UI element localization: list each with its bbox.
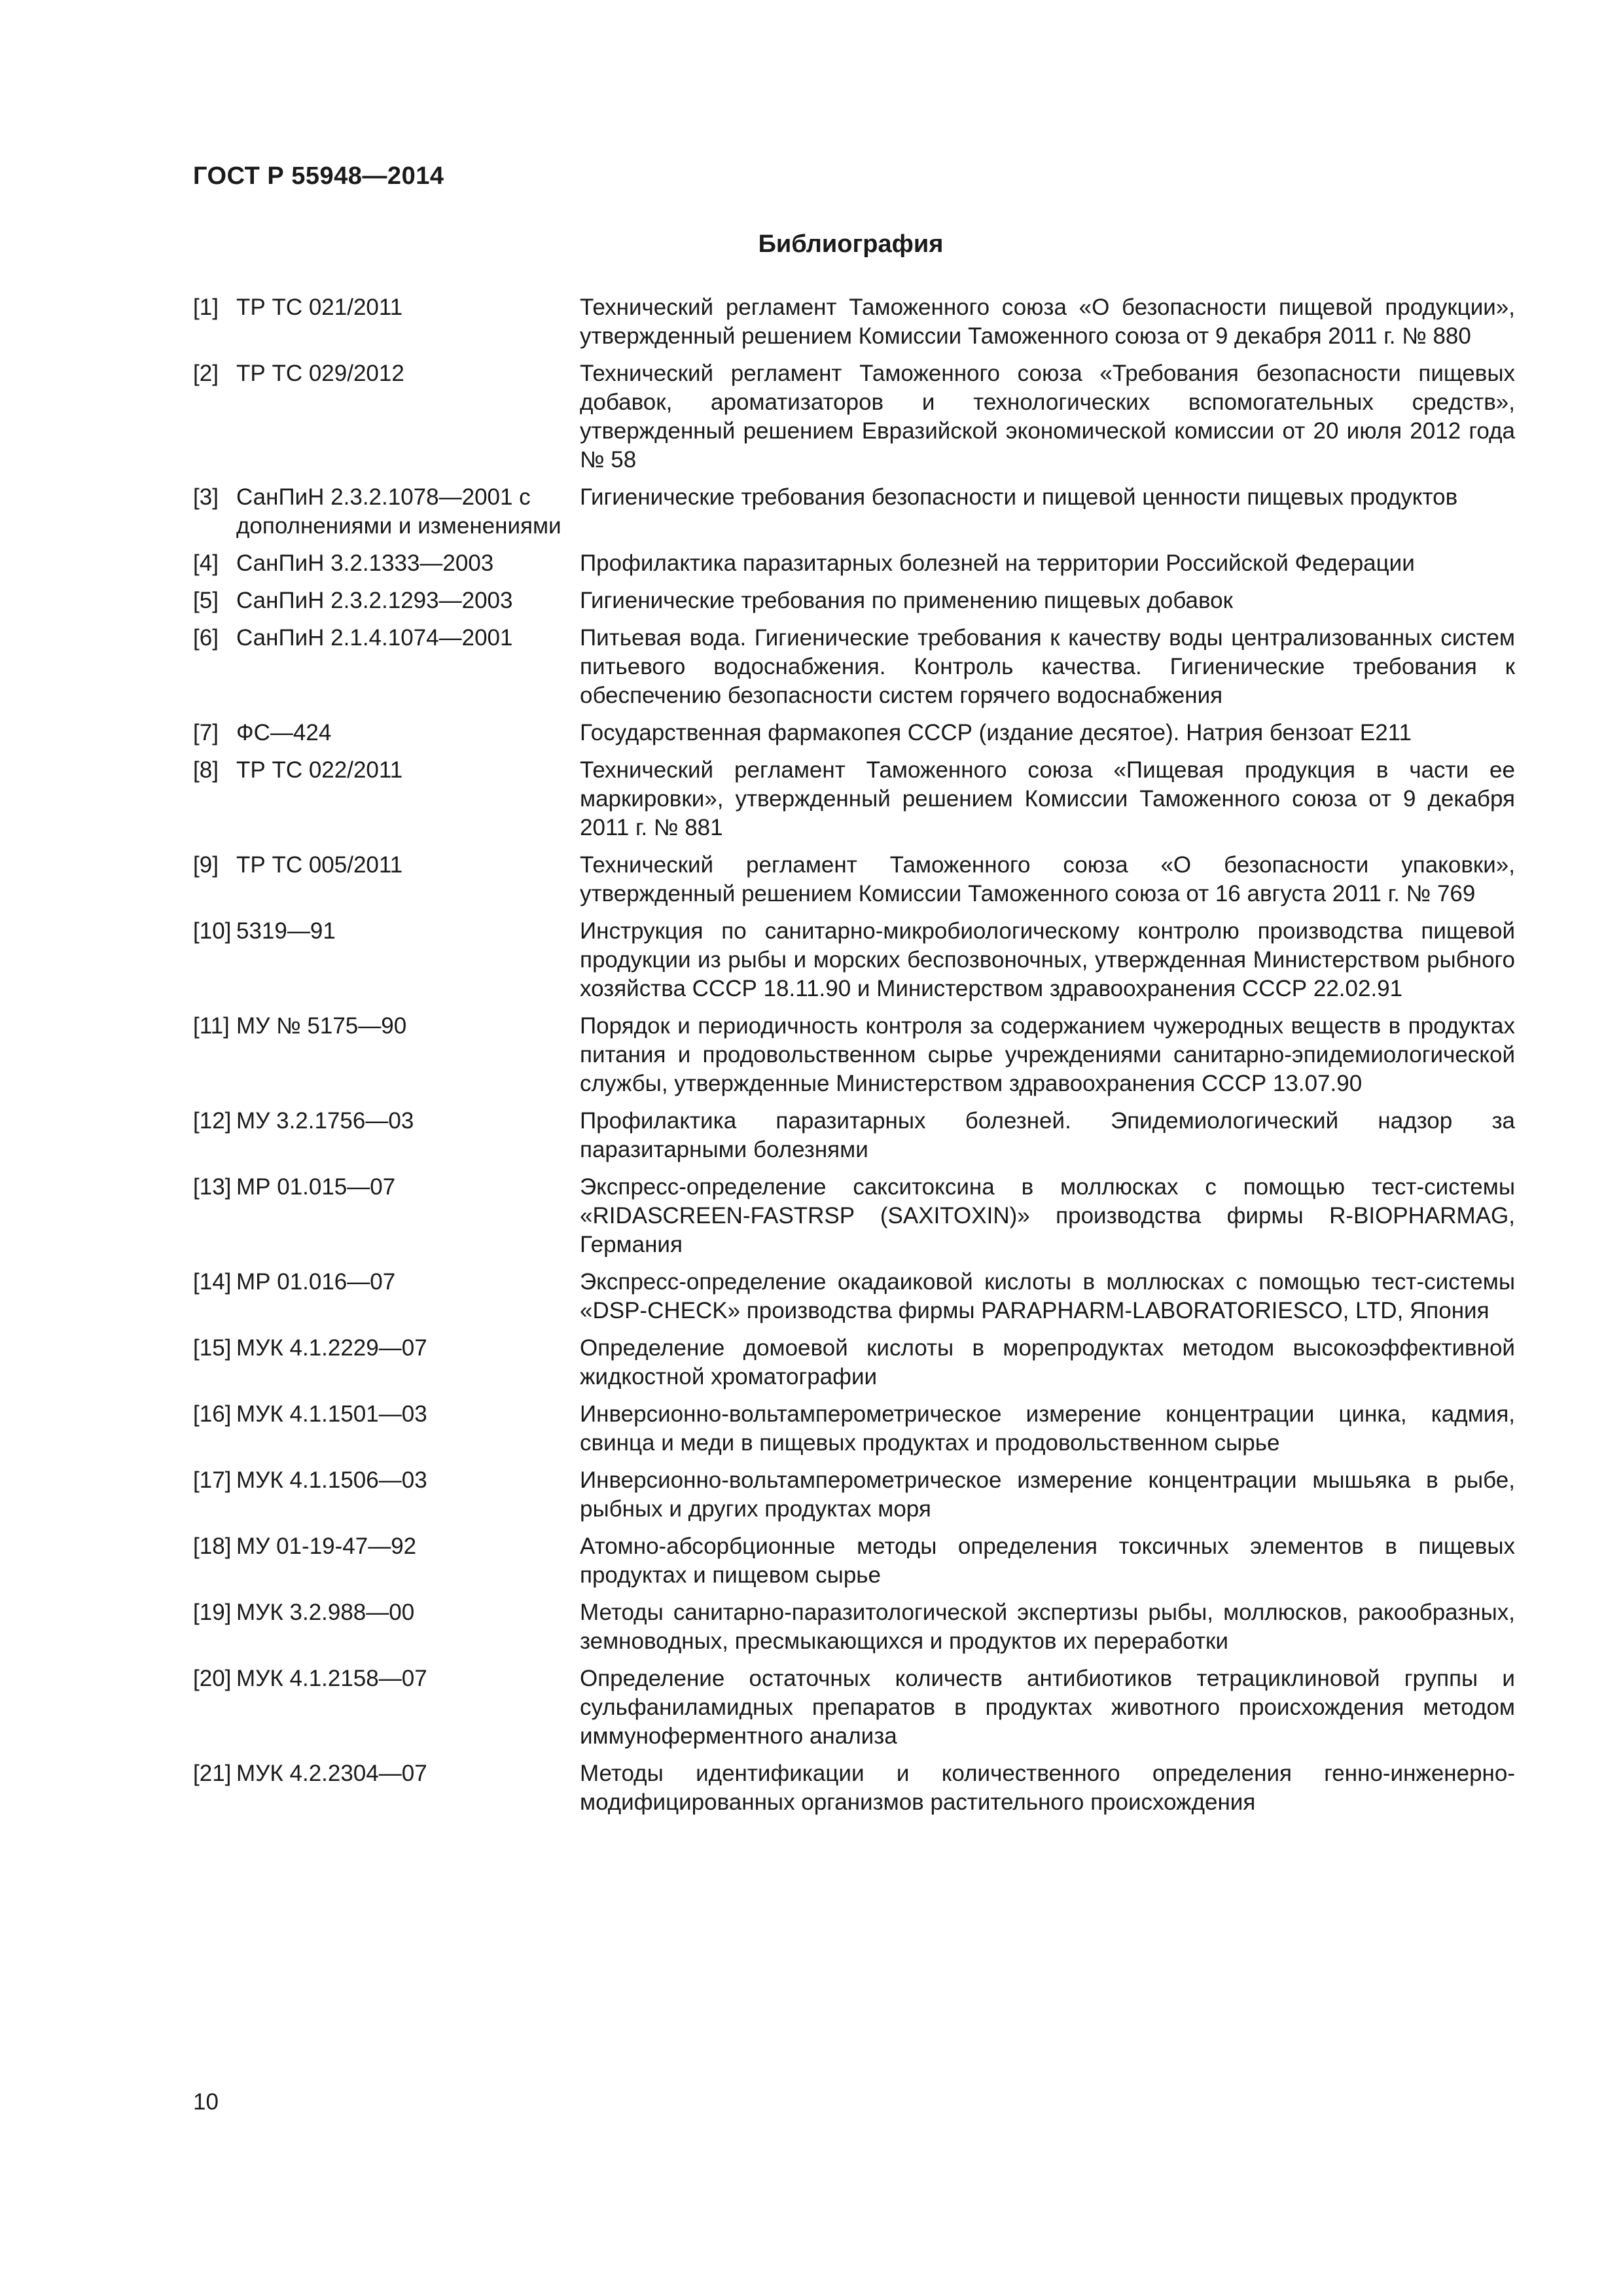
bibliography-entry <box>193 1598 1515 1656</box>
bibliography-entry <box>193 549 1515 578</box>
entry-description: Инверсионно-вольтамперометрическое измерение концентрации цинка, кадмия, свинца и меди в пищевых продуктах и продовольственном сырье <box>580 1401 1515 1456</box>
entry-code: 5319—91 <box>236 918 336 944</box>
entry-number: [4] <box>193 550 219 576</box>
entry-code: МУК 4.2.2304—07 <box>236 1761 427 1786</box>
entry-number: [6] <box>193 625 219 651</box>
entry-description: Экспресс-определение сакситоксина в моллюсках с помощью тест-системы «RIDASCREEN-FASTRSP (SAXITOXIN)» производства фирмы R-BIOPHARMAG, Германия <box>580 1174 1515 1257</box>
entry-number: [15] <box>193 1335 232 1361</box>
bibliography-entry <box>193 917 1515 1003</box>
entry-code: ФС—424 <box>236 720 332 745</box>
bibliography-entry <box>193 1334 1515 1391</box>
entry-description: Порядок и периодичность контроля за содержанием чужеродных веществ в продуктах питания и продовольственном сырье учреждениями санитарно-эпидемиологической службы, утвержденные Министерством здравоохранения СССР 13.07.90 <box>580 1013 1515 1096</box>
entry-code: МУ 3.2.1756—03 <box>236 1108 414 1134</box>
page-number: 10 <box>193 2089 219 2115</box>
entry-number: [11] <box>193 1013 230 1039</box>
bibliography-entry <box>193 756 1515 842</box>
entry-code: МУК 4.1.1501—03 <box>236 1401 427 1427</box>
entry-number: [10] <box>193 918 232 944</box>
entry-description: Профилактика паразитарных болезней на территории Российской Федерации <box>580 550 1415 576</box>
entry-number: [2] <box>193 361 219 386</box>
bibliography-entry <box>193 1400 1515 1458</box>
bibliography-entry <box>193 1466 1515 1524</box>
bibliography-entry <box>193 1173 1515 1259</box>
document-code: ГОСТ Р 55948—2014 <box>193 162 444 190</box>
bibliography-entry <box>193 293 1515 351</box>
entry-description: Определение домоевой кислоты в морепродуктах методом высокоэффективной жидкостной хроматографии <box>580 1335 1515 1390</box>
entry-description: Государственная фармакопея СССР (издание десятое). Натрия бензоат Е211 <box>580 720 1412 745</box>
entry-number: [7] <box>193 720 219 745</box>
entry-code: МР 01.016—07 <box>236 1269 396 1295</box>
entry-number: [21] <box>193 1761 232 1786</box>
entry-code: МУК 4.1.2229—07 <box>236 1335 427 1361</box>
entry-code: СанПиН 2.3.2.1078—2001 с дополнениями и изменениями <box>236 484 562 539</box>
bibliography-entry <box>193 1532 1515 1590</box>
entry-code: МР 01.015—07 <box>236 1174 396 1200</box>
entry-code: МУ 01-19-47—92 <box>236 1534 417 1559</box>
section-title: Библиография <box>758 230 944 258</box>
entry-description: Технический регламент Таможенного союза «Пищевая продукция в части ее маркировки», утвержденный решением Комиссии Таможенного союза от 9 декабря 2011 г. № 881 <box>580 757 1515 840</box>
entry-code: ТР ТС 022/2011 <box>236 757 403 783</box>
entry-description: Атомно-абсорбционные методы определения токсичных элементов в пищевых продуктах и пищевом сырье <box>580 1534 1515 1588</box>
bibliography-entry <box>193 851 1515 908</box>
bibliography-entry <box>193 719 1515 747</box>
entry-number: [18] <box>193 1534 232 1559</box>
bibliography-entry <box>193 1268 1515 1325</box>
entry-number: [20] <box>193 1666 232 1691</box>
entry-code: МУК 3.2.988—00 <box>236 1600 415 1625</box>
entry-code: ТР ТС 029/2012 <box>236 361 404 386</box>
entry-number: [5] <box>193 588 219 613</box>
entry-description: Инструкция по санитарно-микробиологическому контролю производства пищевой продукции из рыбы и морских беспозвоночных, утвержденная Министерством рыбного хозяйства СССР 18.11.90 и Министерством здравоохранения СССР 22.02.91 <box>580 918 1515 1001</box>
bibliography-entry <box>193 1012 1515 1098</box>
bibliography-entry <box>193 1664 1515 1751</box>
entry-number: [14] <box>193 1269 232 1295</box>
entry-number: [13] <box>193 1174 232 1200</box>
entry-code: СанПиН 3.2.1333—2003 <box>236 550 494 576</box>
bibliography-entry <box>193 1759 1515 1817</box>
entry-number: [17] <box>193 1467 232 1493</box>
entry-description: Гигиенические требования безопасности и пищевой ценности пищевых продуктов <box>580 484 1458 510</box>
entry-code: МУК 4.1.2158—07 <box>236 1666 427 1691</box>
bibliography-list <box>193 293 1515 1825</box>
entry-number: [3] <box>193 484 219 510</box>
entry-description: Гигиенические требования по применению пищевых добавок <box>580 588 1233 613</box>
entry-description: Определение остаточных количеств антибиотиков тетрациклиновой группы и сульфаниламидных препаратов в продуктах животного происхождения методом иммуноферментного анализа <box>580 1666 1515 1749</box>
entry-code: МУК 4.1.1506—03 <box>236 1467 427 1493</box>
bibliography-entry <box>193 1107 1515 1164</box>
entry-code: СанПиН 2.1.4.1074—2001 <box>236 625 513 651</box>
entry-description: Технический регламент Таможенного союза «О безопасности пищевой продукции», утвержденный решением Комиссии Таможенного союза от 9 декабря 2011 г. № 880 <box>580 295 1515 349</box>
entry-code: ТР ТС 005/2011 <box>236 852 403 878</box>
bibliography-entry <box>193 624 1515 710</box>
entry-description: Методы идентификации и количественного определения генно-инженерно-модифицированных организмов растительного происхождения <box>580 1761 1515 1815</box>
entry-code: МУ № 5175—90 <box>236 1013 407 1039</box>
entry-description: Профилактика паразитарных болезней. Эпидемиологический надзор за паразитарными болезнями <box>580 1108 1515 1162</box>
entry-description: Питьевая вода. Гигиенические требования к качеству воды централизованных систем питьевого водоснабжения. Контроль качества. Гигиенические требования к обеспечению безопасности систем горячего водоснабжения <box>580 625 1515 708</box>
bibliography-entry <box>193 359 1515 475</box>
entry-description: Методы санитарно-паразитологической экспертизы рыбы, моллюсков, ракообразных, земноводных, пресмыкающихся и продуктов их переработки <box>580 1600 1515 1654</box>
entry-number: [12] <box>193 1108 232 1134</box>
entry-number: [19] <box>193 1600 232 1625</box>
entry-number: [1] <box>193 295 219 320</box>
entry-number: [9] <box>193 852 219 878</box>
entry-number: [8] <box>193 757 219 783</box>
bibliography-entry <box>193 586 1515 615</box>
entry-description: Технический регламент Таможенного союза «Требования безопасности пищевых добавок, ароматизаторов и технологических вспомогательных средств», утвержденный решением Евразийской экономической комиссии от 20 июля 2012 года № 58 <box>580 361 1515 473</box>
entry-description: Экспресс-определение окадаиковой кислоты в моллюсках с помощью тест-системы «DSP-CHECK» производства фирмы PARAPHARM-LABORATORIESCO, LTD, Япония <box>580 1269 1515 1323</box>
bibliography-entry <box>193 483 1515 541</box>
entry-description: Технический регламент Таможенного союза «О безопасности упаковки», утвержденный решением Комиссии Таможенного союза от 16 августа 2011 г. № 769 <box>580 852 1515 906</box>
entry-description: Инверсионно-вольтамперометрическое измерение концентрации мышьяка в рыбе, рыбных и других продуктах моря <box>580 1467 1515 1522</box>
entry-code: СанПиН 2.3.2.1293—2003 <box>236 588 513 613</box>
entry-code: ТР ТС 021/2011 <box>236 295 403 320</box>
entry-number: [16] <box>193 1401 232 1427</box>
